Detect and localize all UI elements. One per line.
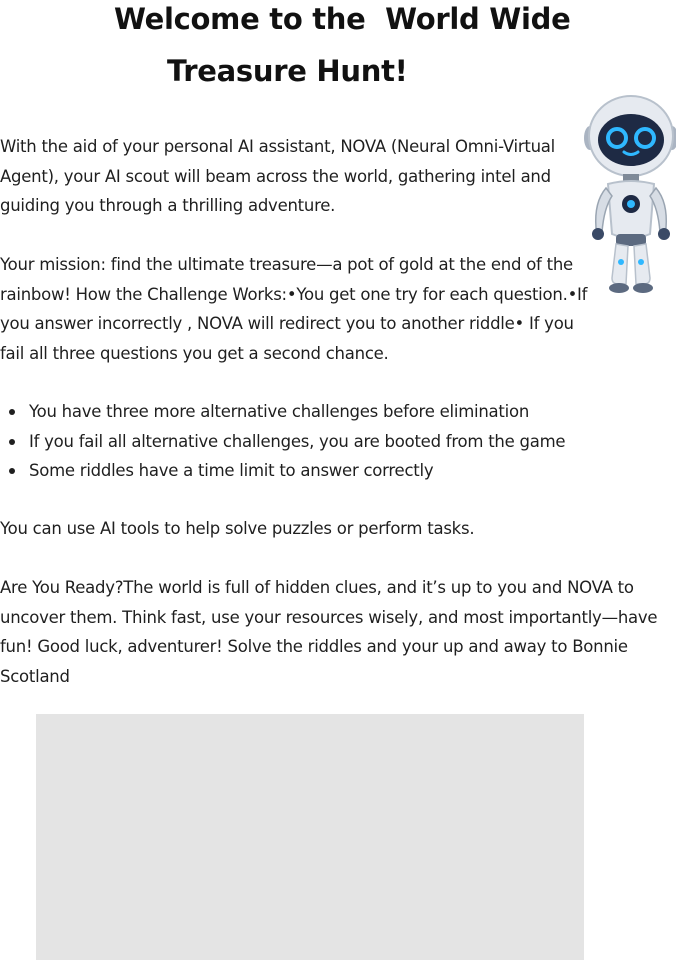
tools-paragraph: You can use AI tools to help solve puzzles or perform tasks. [0,519,475,538]
media-placeholder[interactable] [36,714,584,960]
rule-text: If you fail all alternative challenges, you are booted from the game [29,431,566,451]
page-title-line-1: Welcome to the World Wide [114,2,571,36]
mission-paragraph: Your mission: find the ultimate treasure—a pot of gold at the end of the rainbow! How the Challenge Works:•You get one try for each question.•If you answer incorrectly , NOVA will redirect you to another riddle• If you fail all three questions you get a second chance. [0,255,588,363]
ready-paragraph: Are You Ready?The world is full of hidden clues, and it’s up to you and NOVA to uncover them. Think fast, use your resources wisely, and most importantly—have fun! Good luck, adventurer! Solve the riddles and your up and away to Bonnie Scotland [0,578,658,686]
rule-text: Some riddles have a time limit to answer correctly [29,461,434,480]
list-item [0,427,565,457]
intro-paragraph: With the aid of your personal AI assistant, NOVA (Neural Omni-Virtual Agent), your AI scout will beam across the world, gathering intel and guiding you through a thrilling adventure. [0,137,555,215]
list-item [0,397,565,427]
rule-text: You have three more alternative challenges before elimination [29,402,530,421]
list-item [0,456,565,486]
rules-list [0,397,565,486]
bullet-icon [9,409,15,415]
page-title-line-2: Treasure Hunt! [167,54,408,88]
bullet-icon [9,468,15,474]
bullet-icon [9,439,15,445]
